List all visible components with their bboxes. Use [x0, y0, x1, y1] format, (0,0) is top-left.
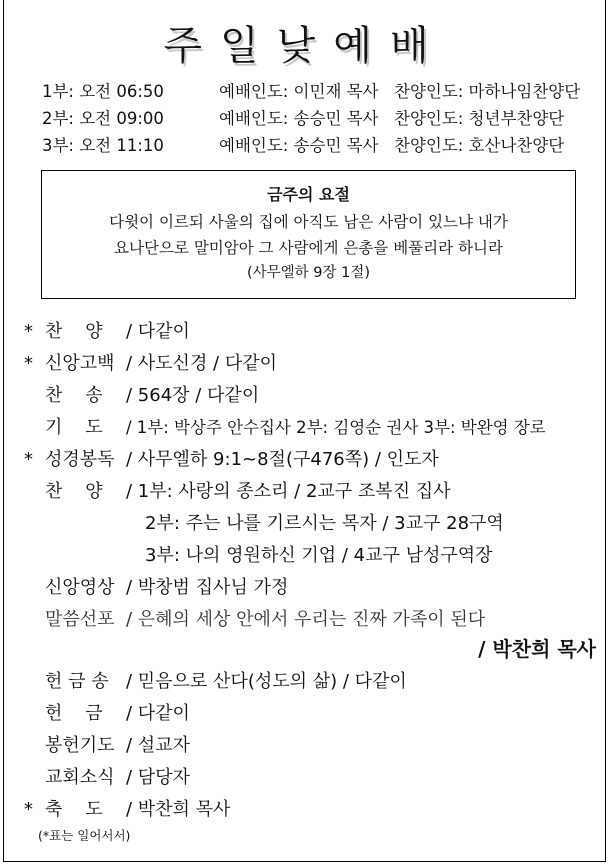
order-label: 찬 송	[45, 385, 103, 406]
order-detail: / 박찬희 목사	[126, 799, 231, 820]
standing-mark: *	[24, 321, 33, 342]
order-detail: / 1부: 박상주 안수집사 2부: 김영순 권사 3부: 박완영 장로	[126, 418, 546, 437]
order-item	[0, 348, 610, 380]
standing-note: (*표는 일어서서)	[38, 828, 131, 843]
verse-reference: (사무엘하 9장 1절)	[246, 265, 371, 281]
order-item	[0, 604, 610, 636]
order-subline	[0, 540, 610, 572]
order-item	[0, 572, 610, 604]
service-leader: 예배인도: 이민재 목사	[219, 82, 379, 101]
order-label: 신앙영상	[45, 577, 115, 598]
service-row	[42, 132, 580, 159]
order-label: 성경봉독	[45, 449, 115, 470]
order-detail: / 믿음으로 산다(성도의 삶) / 다같이	[126, 671, 407, 692]
order-detail: / 다같이	[126, 321, 190, 342]
service-row	[42, 78, 580, 105]
order-item	[0, 730, 610, 762]
order-label: 신앙고백	[45, 353, 115, 374]
order-detail: / 사무엘하 9:1~8절(구476쪽) / 인도자	[126, 449, 439, 470]
order-label: 봉헌기도	[45, 735, 115, 756]
service-leader: 예배인도: 송승민 목사	[219, 109, 379, 128]
order-label: 축 도	[45, 799, 103, 820]
order-detail: / 박창범 집사님 가정	[126, 577, 289, 598]
order-label: 교회소식	[45, 767, 115, 788]
order-detail: / 다같이	[126, 703, 190, 724]
order-detail: / 1부: 사랑의 종소리 / 2교구 조복진 집사	[126, 481, 451, 502]
verse-line: 다윗이 이르되 사울의 집에 아직도 남은 사람이 있느냐 내가	[109, 213, 508, 231]
order-detail: / 설교자	[126, 735, 190, 756]
order-item	[0, 476, 610, 508]
service-choir: 찬양인도: 청년부찬양단	[394, 109, 565, 128]
service-time: 1부: 오전 06:50	[42, 82, 164, 101]
service-choir: 찬양인도: 마하나임찬양단	[394, 82, 581, 101]
order-detail: / 담당자	[126, 767, 190, 788]
standing-mark: *	[24, 449, 33, 470]
service-time: 2부: 오전 09:00	[42, 109, 164, 128]
order-label: 헌 금 송	[45, 671, 109, 692]
order-item	[0, 794, 610, 826]
preacher-name: / 박찬희 목사	[478, 637, 596, 661]
order-label: 찬 양	[45, 321, 103, 342]
service-schedule	[42, 78, 580, 159]
order-detail: 2부: 주는 나를 기르시는 목자 / 3교구 28구역	[145, 513, 504, 534]
order-item	[0, 316, 610, 348]
service-time: 3부: 오전 11:10	[42, 136, 164, 155]
order-item	[0, 380, 610, 412]
page-title: 주일낮예배	[163, 23, 447, 69]
standing-mark: *	[24, 353, 33, 374]
order-item	[0, 762, 610, 794]
order-detail: 3부: 나의 영원하신 기업 / 4교구 남성구역장	[145, 545, 493, 566]
worship-order	[0, 316, 610, 826]
service-choir: 찬양인도: 호산나찬양단	[394, 136, 565, 155]
standing-mark: *	[24, 799, 33, 820]
order-label: 찬 양	[45, 481, 103, 502]
service-row	[42, 105, 580, 132]
weekly-verse-box	[41, 170, 576, 299]
verse-title: 금주의 요절	[267, 185, 350, 204]
order-label: 기 도	[45, 417, 103, 438]
order-subline	[0, 508, 610, 540]
order-item	[0, 698, 610, 730]
order-item	[0, 666, 610, 698]
sermon-title: / 은혜의 세상 안에서 우리는 진짜 가족이 된다	[126, 609, 486, 630]
order-item	[0, 412, 610, 444]
verse-line: 요나단으로 말미암아 그 사람에게 은총을 베풀리라 하니라	[114, 239, 503, 257]
order-detail: / 564장 / 다같이	[126, 385, 260, 406]
service-leader: 예배인도: 송승민 목사	[219, 136, 379, 155]
order-label: 말씀선포	[45, 609, 115, 630]
order-label: 헌 금	[45, 703, 103, 724]
order-detail: / 사도신경 / 다같이	[126, 353, 278, 374]
order-item	[0, 444, 610, 476]
